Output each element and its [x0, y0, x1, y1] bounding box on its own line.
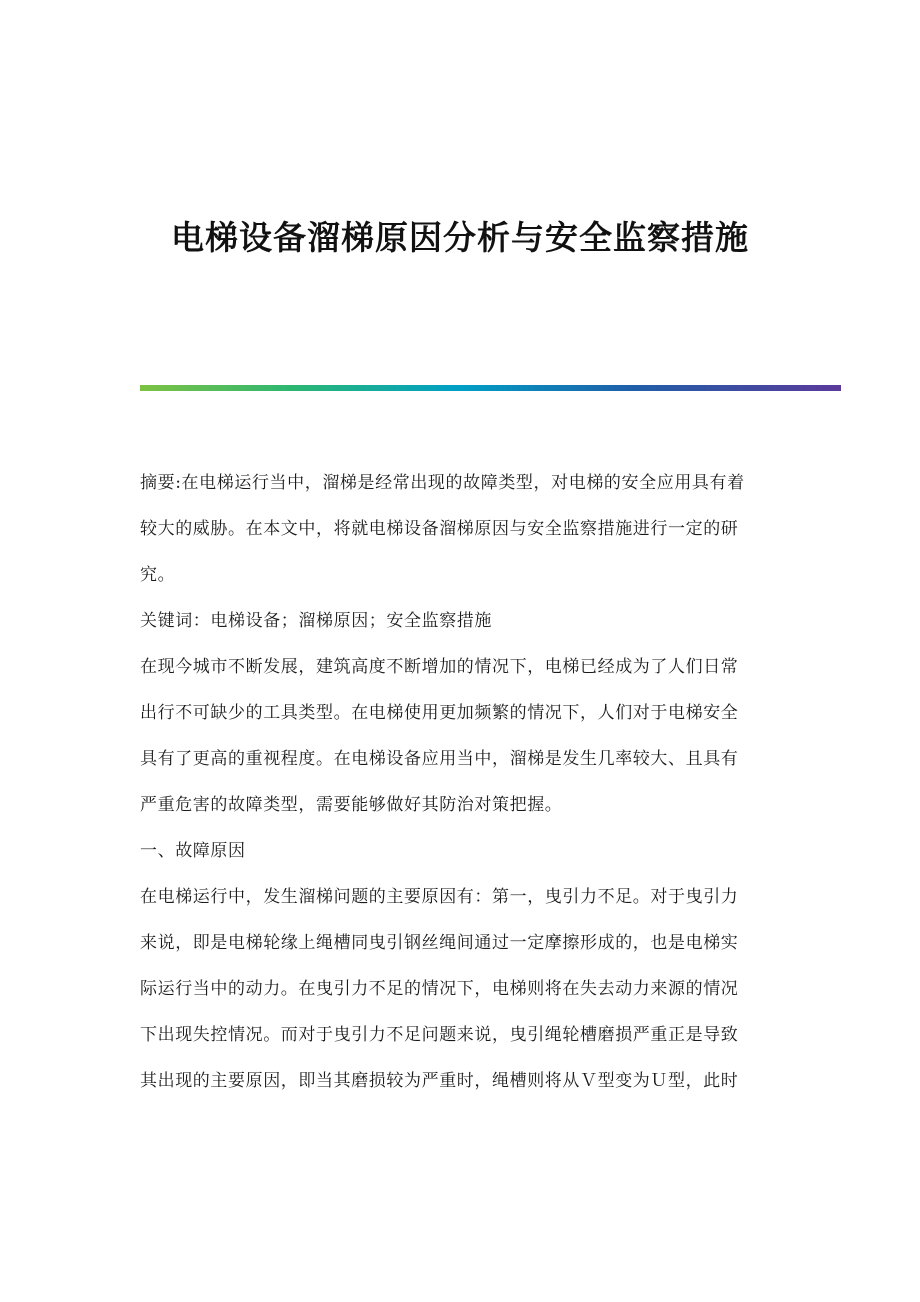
- document-title: 电梯设备溜梯原因分析与安全监察措施: [171, 218, 749, 257]
- section1-line: 来说，即是电梯轮缘上绳槽同曳引钢丝绳间通过一定摩擦形成的，也是电梯实: [140, 933, 739, 953]
- intro-line: 出行不可缺少的工具类型。在电梯使用更加频繁的情况下，人们对于电梯安全: [140, 703, 739, 723]
- title-divider: [140, 385, 841, 391]
- section1-line: 在电梯运行中，发生溜梯问题的主要原因有：第一，曳引力不足。对于曳引力: [140, 887, 739, 907]
- intro-line: 具有了更高的重视程度。在电梯设备应用当中，溜梯是发生几率较大、且具有: [140, 749, 739, 769]
- intro-paragraph: [140, 652, 780, 821]
- abstract-line: 究。: [140, 565, 176, 585]
- document-body: [140, 468, 780, 1112]
- intro-line: 在现今城市不断发展，建筑高度不断增加的情况下，电梯已经成为了人们日常: [140, 657, 739, 677]
- keywords-line: 关键词：电梯设备；溜梯原因；安全监察措施: [140, 611, 492, 631]
- abstract-line: 较大的威胁。在本文中，将就电梯设备溜梯原因与安全监察措施进行一定的研: [140, 519, 739, 539]
- section1-heading: 一、故障原因: [140, 841, 246, 861]
- keywords-paragraph: [140, 606, 780, 637]
- section1-line: 下出现失控情况。而对于曳引力不足问题来说，曳引绳轮槽磨损严重正是导致: [140, 1025, 739, 1045]
- abstract-line: 摘要:在电梯运行当中，溜梯是经常出现的故障类型，对电梯的安全应用具有着: [140, 473, 745, 493]
- section1-paragraph: [140, 882, 780, 1097]
- intro-line: 严重危害的故障类型，需要能够做好其防治对策把握。: [140, 795, 563, 815]
- section1-line: 其出现的主要原因，即当其磨损较为严重时，绳槽则将从Ｖ型变为Ｕ型，此时: [140, 1071, 739, 1091]
- section-heading: [140, 836, 780, 867]
- section1-line: 际运行当中的动力。在曳引力不足的情况下，电梯则将在失去动力来源的情况: [140, 979, 739, 999]
- abstract-paragraph: [140, 468, 780, 591]
